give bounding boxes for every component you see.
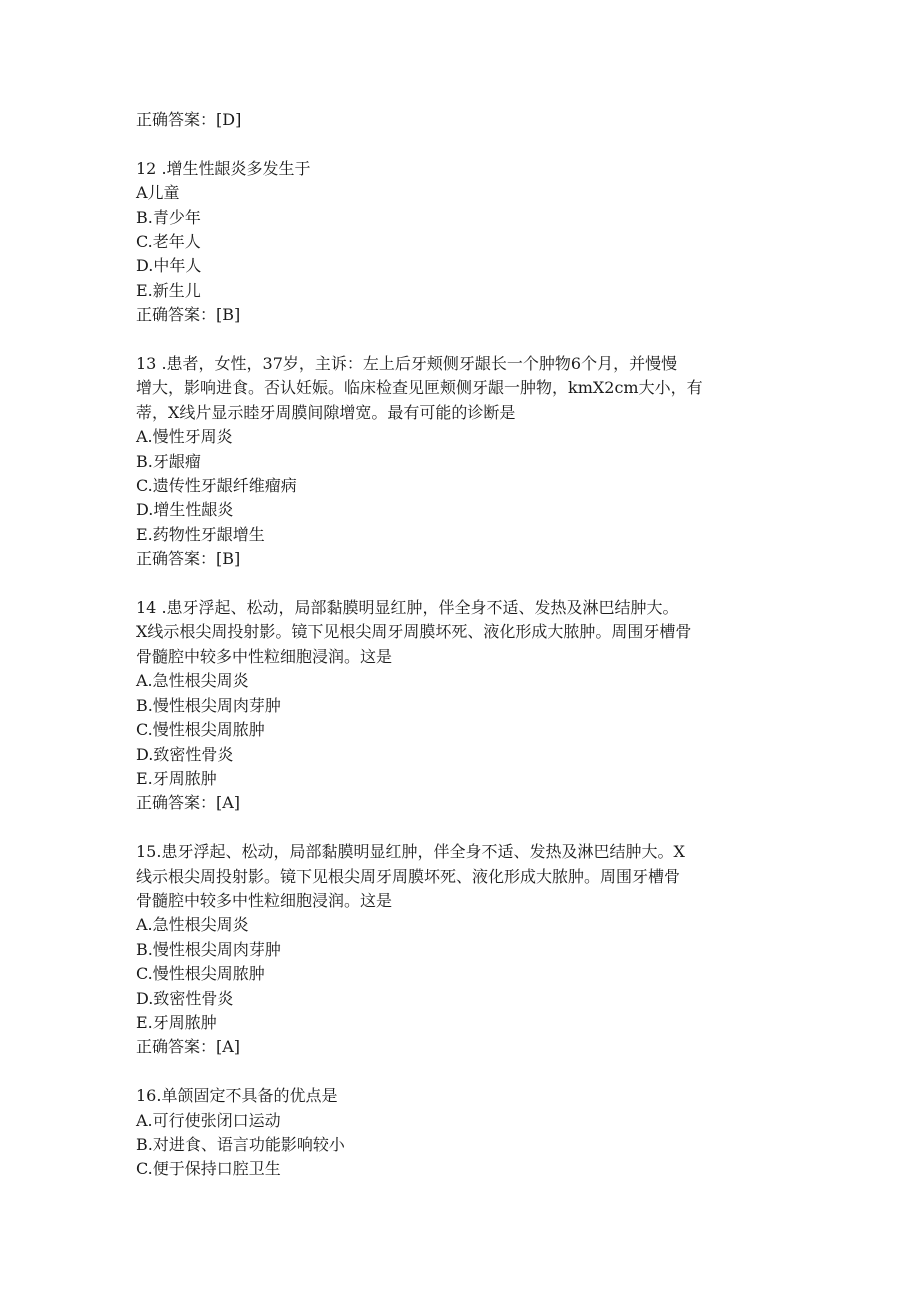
option-e: E.药物性牙龈增生 [136, 524, 265, 544]
question-stem: 蒂，X线片显示睦牙周膜间隙增宽。最有可能的诊断是 [136, 402, 516, 422]
question-stem: 骨髓腔中较多中性粒细胞浸润。这是 [136, 646, 393, 666]
question-stem: 14 .患牙浮起、松动，局部黏膜明显红肿，伴全身不适、发热及淋巴结肿大。 [136, 598, 679, 618]
answer-line: 正确答案：[A] [136, 793, 241, 813]
option-c: C.慢性根尖周脓肿 [136, 964, 265, 984]
option-b: B.对进食、语言功能影响较小 [136, 1134, 345, 1154]
option-c: C.便于保持口腔卫生 [136, 1159, 281, 1179]
question-stem: 15.患牙浮起、松动，局部黏膜明显红肿，伴全身不适、发热及淋巴结肿大。X [136, 842, 685, 862]
question-12 [136, 157, 786, 328]
option-d: D.致密性骨炎 [136, 744, 234, 764]
option-d: D.增生性龈炎 [136, 500, 234, 520]
answer-line: 正确答案：[B] [136, 305, 241, 325]
option-c: C.老年人 [136, 232, 201, 252]
answer-line: 正确答案：[D] [136, 110, 242, 129]
answer-line: 正确答案：[B] [136, 549, 241, 569]
spacer [136, 132, 786, 156]
question-stem: 13 .患者，女性，37岁，主诉：左上后牙颊侧牙龈长一个肿物6个月，并慢慢 [136, 354, 678, 374]
spacer [136, 328, 786, 352]
option-e: E.牙周脓肿 [136, 768, 217, 788]
option-b: B.慢性根尖周肉芽肿 [136, 939, 281, 959]
document-page [136, 108, 786, 1182]
question-13 [136, 352, 786, 572]
spacer [136, 572, 786, 596]
question-stem: 增大，影响进食。否认妊娠。临床检查见匣颊侧牙龈一肿物，kmX2cm大小，有 [136, 378, 703, 398]
question-stem: 16.单颌固定不具备的优点是 [136, 1086, 338, 1106]
answer-line: 正确答案：[A] [136, 1037, 241, 1057]
option-d: D.中年人 [136, 256, 202, 276]
spacer [136, 816, 786, 840]
option-a: A.慢性牙周炎 [136, 427, 233, 447]
spacer [136, 1060, 786, 1084]
option-b: B.慢性根尖周肉芽肿 [136, 695, 281, 715]
question-14 [136, 596, 786, 816]
option-a: A儿童 [136, 183, 180, 203]
option-e: E.新生儿 [136, 280, 201, 300]
question-15 [136, 840, 786, 1060]
option-c: C.慢性根尖周脓肿 [136, 720, 265, 740]
question-stem: 12 .增生性龈炎多发生于 [136, 158, 311, 178]
option-c: C.遗传性牙龈纤维瘤病 [136, 476, 297, 496]
option-a: A.急性根尖周炎 [136, 671, 249, 691]
option-a: A.急性根尖周炎 [136, 915, 249, 935]
question-16 [136, 1084, 786, 1182]
option-e: E.牙周脓肿 [136, 1012, 217, 1032]
option-b: B.青少年 [136, 207, 201, 227]
question-stem: 线示根尖周投射影。镜下见根尖周牙周膜坏死、液化形成大脓肿。周围牙槽骨 [136, 866, 681, 886]
option-a: A.可行使张闭口运动 [136, 1110, 281, 1130]
question-stem: X线示根尖周投射影。镜下见根尖周牙周膜坏死、液化形成大脓肿。周围牙槽骨 [136, 622, 692, 642]
question-stem: 骨髓腔中较多中性粒细胞浸润。这是 [136, 890, 393, 910]
option-d: D.致密性骨炎 [136, 988, 234, 1008]
option-b: B.牙龈瘤 [136, 451, 201, 471]
